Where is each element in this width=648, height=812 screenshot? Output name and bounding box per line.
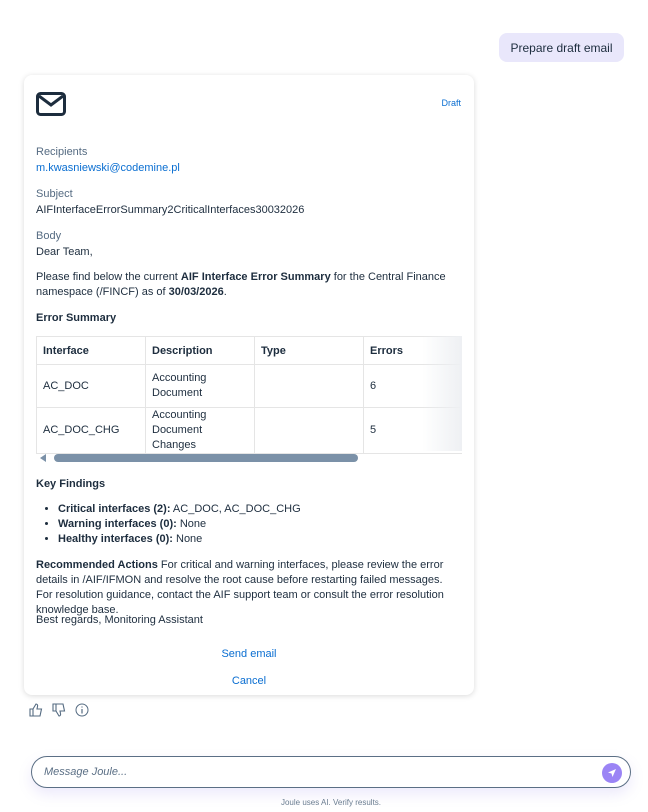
- list-item: • Warning interfaces (0): None: [58, 517, 301, 532]
- scrollbar-thumb[interactable]: [54, 454, 358, 462]
- subject-label: Subject: [36, 188, 73, 200]
- list-item: • Critical interfaces (2): AC_DOC, AC_DOC_CHG: [58, 502, 301, 517]
- horizontal-scrollbar[interactable]: [36, 453, 462, 463]
- table-cell: Accounting Document: [146, 365, 255, 408]
- table-overflow-fade: [422, 336, 462, 451]
- table-row: [37, 365, 463, 408]
- column-header: Errors: [364, 337, 463, 365]
- scroll-left-arrow-icon[interactable]: [40, 454, 46, 462]
- mail-icon: [36, 92, 66, 116]
- send-icon: [607, 768, 617, 778]
- column-header: Interface: [37, 337, 146, 365]
- error-summary-table: [36, 336, 462, 466]
- list-item: • Healthy interfaces (0): None: [58, 532, 301, 547]
- info-icon[interactable]: [75, 703, 89, 717]
- column-header: Description: [146, 337, 255, 365]
- table-header-row: [37, 337, 463, 365]
- send-button[interactable]: [602, 763, 622, 783]
- cancel-button[interactable]: Cancel: [231, 675, 267, 687]
- signoff: Best regards, Monitoring Assistant: [36, 614, 203, 626]
- table-cell: [255, 408, 364, 454]
- greeting: Dear Team,: [36, 246, 93, 258]
- status-badge: Draft: [441, 98, 461, 108]
- table-cell: [255, 365, 364, 408]
- user-message-bubble: Prepare draft email: [499, 33, 624, 62]
- table-cell: AC_DOC_CHG: [37, 408, 146, 454]
- table-cell: 6: [364, 365, 463, 408]
- message-input-placeholder: Message Joule...: [44, 766, 128, 778]
- table-row: [37, 408, 463, 454]
- column-header: Type: [255, 337, 364, 365]
- table-cell: 5: [364, 408, 463, 454]
- table-cell: AC_DOC: [37, 365, 146, 408]
- thumbs-down-icon[interactable]: [52, 703, 66, 717]
- message-input[interactable]: [31, 756, 631, 788]
- email-draft-card: [24, 75, 474, 695]
- error-summary-heading: Error Summary: [36, 312, 117, 324]
- key-findings-heading: Key Findings: [36, 478, 106, 490]
- subject-value: AIFInterfaceErrorSummary2CriticalInterfaces30032026: [36, 204, 305, 216]
- table-cell: Accounting Document Changes: [146, 408, 255, 454]
- intro-paragraph: Please find below the current AIF Interface Error Summary for the Central Finance namespace (/FINCF) as of 30/03/2026.: [36, 271, 446, 298]
- thumbs-up-icon[interactable]: [29, 703, 43, 717]
- send-email-button[interactable]: Send email: [221, 648, 277, 660]
- ai-disclaimer: Joule uses AI. Verify results.: [280, 798, 382, 807]
- recipient-email[interactable]: m.kwasniewski@codemine.pl: [36, 162, 180, 174]
- feedback-bar: [29, 703, 89, 717]
- recipients-label: Recipients: [36, 146, 88, 158]
- body-label: Body: [36, 230, 62, 242]
- recommended-actions: Recommended Actions For critical and warning interfaces, please review the error details in /AIF/IFMON and resolve the root cause before restarting failed messages. For resolution guidance, contact the AIF support team or consult the error resolution knowledge base.: [36, 559, 444, 616]
- findings-list: [58, 502, 301, 547]
